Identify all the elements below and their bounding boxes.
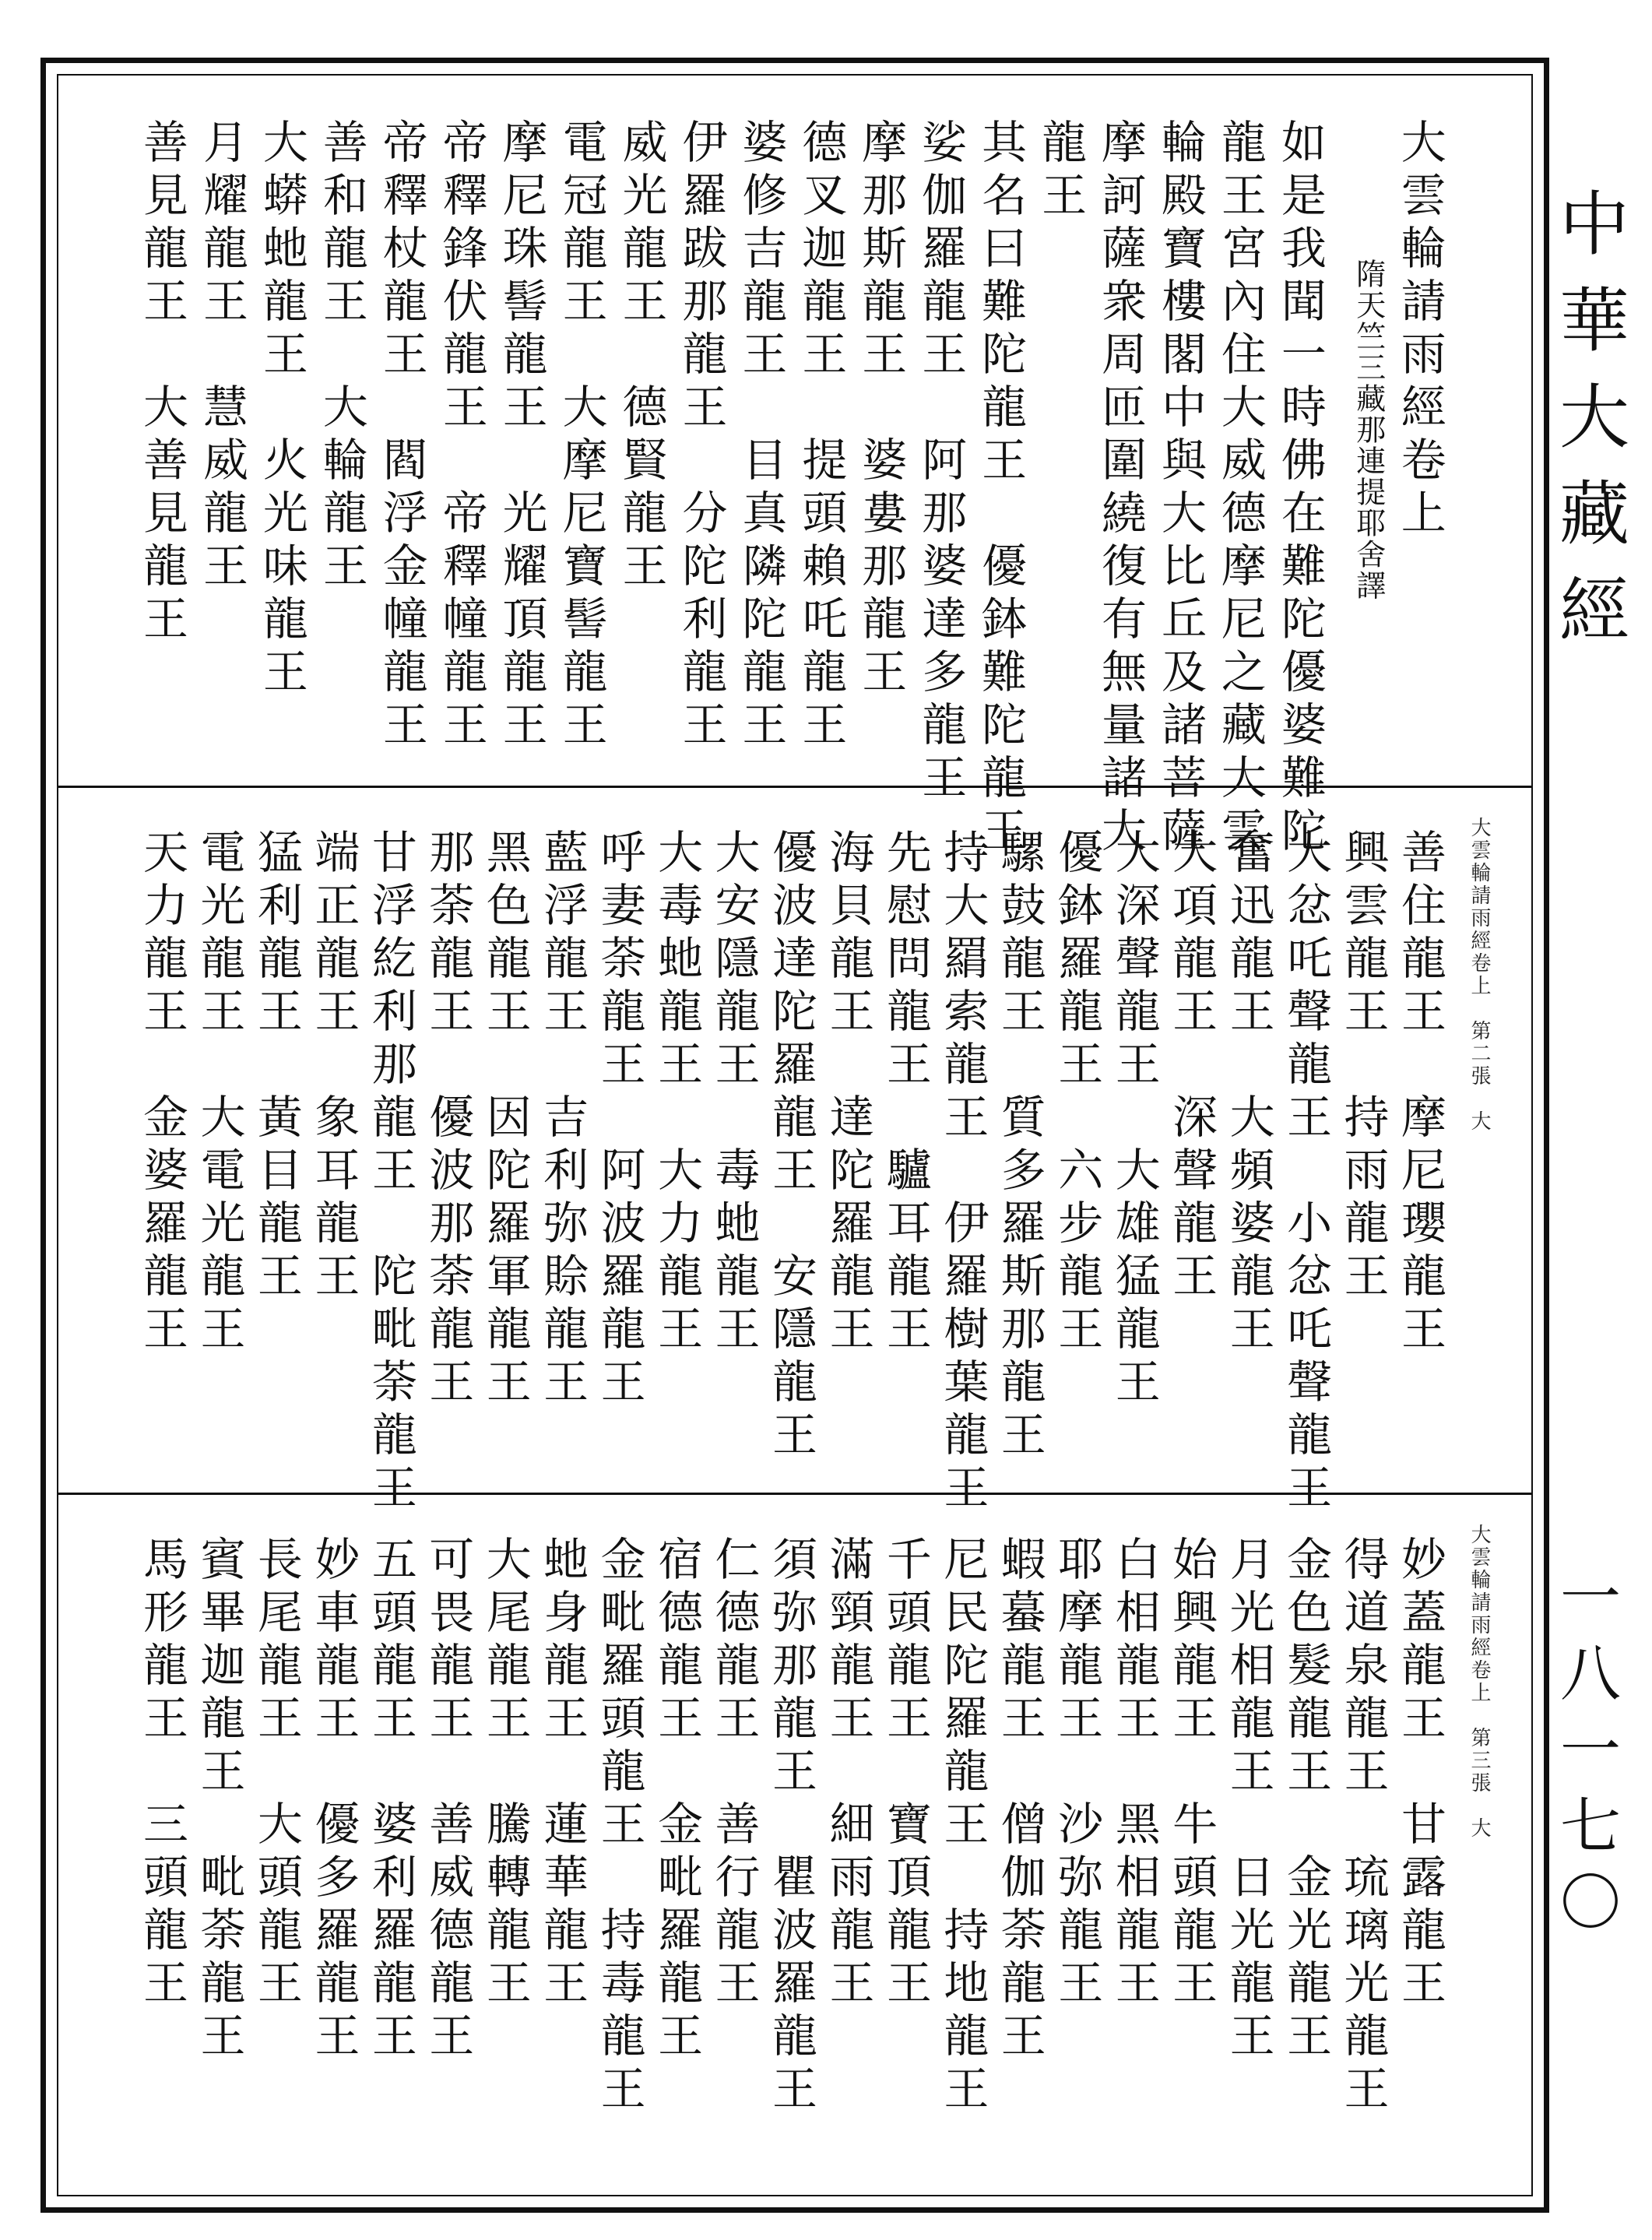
panel2-text-column: 黑色龍王 因陀羅軍龍王 (478, 828, 532, 1411)
panel2-text-column: 大安隱龍王 毒虵龍王 (707, 828, 761, 1358)
panel3-text-column: 五頭龍王 婆利羅龍王 (364, 1535, 417, 2065)
panel3-text-column: 虵身龍王 蓮華龍王 (536, 1535, 589, 2012)
panel3-text-column: 妙車龍王 優多羅龍王 (307, 1535, 360, 2065)
panel2-text-column: 持大羂索龍王 伊羅樹葉龍王 (936, 828, 989, 1517)
panel2-text-column: 善住龍王 摩尼瓔龍王 (1393, 828, 1446, 1358)
panel2-text-column: 端正龍王 象耳龍王 (307, 828, 360, 1305)
inner-border (57, 74, 1533, 2196)
panel3-text-column: 仁德龍王 善行龍王 (707, 1535, 761, 2012)
panel1-text-column: 伊羅跋那龍王 分陀利龍王 (674, 118, 728, 754)
panel3-text-column: 可畏龍王 善威德龍王 (421, 1535, 475, 2065)
panel2-text-column: 海貝龍王 達陀羅龍王 (821, 828, 875, 1358)
panel3-text-column: 妙蓋龍王 甘露龍王 (1393, 1535, 1446, 2012)
panel3-text-column: 滿頸龍王 細雨龍王 (821, 1535, 875, 2012)
panel1-text-column: 電冠龍王 大摩尼寶髻龍王 (554, 118, 608, 754)
panel1-text-column: 威光龍王 德賢龍王 (614, 118, 668, 595)
panel2-text-column: 大深聲龍王 大雄猛龍王 (1107, 828, 1161, 1411)
panel1-text-column: 德叉迦龍王 提頭賴吒龍王 (794, 118, 848, 754)
panel3-text-column: 耶摩龍王 沙弥龍王 (1050, 1535, 1104, 2012)
panel-2-margin-note: 大雲輪請雨經卷上 第二張 大 (1467, 817, 1491, 1133)
panel2-text-column: 猛利龍王 黃目龍王 (249, 828, 303, 1305)
panel1-text-column: 善見龍王 大善見龍王 (135, 118, 188, 648)
panel-3-margin-note: 大雲輪請雨經卷上 第三張 大 (1467, 1524, 1491, 1840)
panel2-text-column: 甘浮紇利那龍王 陀毗荼龍王 (364, 828, 417, 1517)
panel2-text-column: 電光龍王 大電光龍王 (192, 828, 246, 1358)
panel1-text-column: 婆修吉龍王 目真隣陀龍王 (734, 118, 788, 754)
panel1-text-column: 善和龍王 大輪龍王 (315, 118, 368, 595)
panel2-text-column: 大項龍王 深聲龍王 (1165, 828, 1218, 1305)
panel1-text-column: 大蟒虵龍王 火光味龍王 (255, 118, 308, 701)
panel1-text-column: 大雲輪請雨經卷上 (1393, 118, 1446, 542)
panel3-text-column: 尼民陀羅龍王 持地龍王 (936, 1535, 989, 2118)
panel2-text-column: 大忿吒聲龍王 小忿吒聲龍王 (1279, 828, 1333, 1517)
panel3-text-column: 賓畢迦龍王 毗荼龍王 (192, 1535, 246, 2065)
panel1-text-column: 隋天竺三藏那連提耶舍譯 (1351, 258, 1386, 601)
panel3-text-column: 大尾龍王 騰轉龍王 (478, 1535, 532, 2012)
panel2-text-column: 呼妻荼龍王 阿波羅龍王 (592, 828, 646, 1411)
collection-title: 中華大藏經 (1547, 187, 1629, 670)
panel1-text-column: 月耀龍王 慧威龍王 (195, 118, 248, 595)
panel2-text-column: 先慰問龍王 驢耳龍王 (878, 828, 932, 1358)
panel-3-columns (136, 1535, 1446, 2164)
panel1-text-column: 帝釋杖龍王 閻浮金幢龍王 (374, 118, 428, 754)
panel2-text-column: 騾鼓龍王 質多羅斯那龍王 (993, 828, 1046, 1464)
panel3-text-column: 馬形龍王 三頭龍王 (135, 1535, 188, 2012)
panel-2-columns (135, 828, 1446, 1517)
panel-3 (58, 1493, 1531, 2195)
panel2-text-column: 優波達陀羅龍王 安隱龍王 (764, 828, 817, 1464)
panel1-text-column: 龍王 (1034, 118, 1088, 224)
panel2-text-column: 優鉢羅龍王 六步龍王 (1050, 828, 1104, 1358)
panel3-text-column: 長尾龍王 大頭龍王 (249, 1535, 303, 2012)
panel-2 (58, 786, 1531, 1517)
panel2-text-column: 大毒虵龍王 大力龍王 (650, 828, 704, 1358)
panel3-text-column: 得道泉龍王 琉璃光龍王 (1336, 1535, 1390, 2118)
panel1-text-column: 其名曰難陀龍王 優鉢難陀龍王 (974, 118, 1028, 860)
panel-1 (58, 76, 1531, 860)
panel2-text-column: 藍浮龍王 吉利弥賒龍王 (536, 828, 589, 1411)
page-frame (40, 58, 1549, 2213)
panel3-text-column: 金毗羅頭龍王 持毒龍王 (592, 1535, 646, 2118)
panel3-text-column: 須弥那龍王 瞿波羅龍王 (764, 1535, 817, 2118)
page-number: 一八一七〇 (1550, 1565, 1620, 1946)
panel3-text-column: 月光相龍王 日光龍王 (1221, 1535, 1275, 2065)
panel1-text-column: 摩那斯龍王 婆婁那龍王 (854, 118, 908, 701)
panel3-text-column: 金色髮龍王 金光龍王 (1279, 1535, 1333, 2065)
panel1-text-column: 輪殿寶樓閣中與大比丘及諸菩薩 (1153, 118, 1207, 860)
panel3-text-column: 蝦蟇龍王 僧伽荼龍王 (993, 1535, 1046, 2065)
panel3-text-column: 始興龍王 牛頭龍王 (1165, 1535, 1218, 2012)
panel-1-columns (135, 118, 1446, 860)
panel1-text-column: 帝釋鋒伏龍王 帝釋幢龍王 (434, 118, 488, 754)
panel1-text-column: 摩訶薩衆周匝圍繞復有無量諸大 (1094, 118, 1147, 860)
panel2-text-column: 興雲龍王 持雨龍王 (1336, 828, 1390, 1305)
panel3-text-column: 宿德龍王 金毗羅龍王 (650, 1535, 704, 2065)
panel3-text-column: 千頭龍王 寶頂龍王 (878, 1535, 932, 2012)
panel3-text-column: 白相龍王 黑相龍王 (1107, 1535, 1161, 2012)
panel2-text-column: 天力龍王 金婆羅龍王 (135, 828, 188, 1358)
panel1-text-column: 如是我聞一時佛在難陀優婆難陀 (1273, 118, 1327, 860)
panel2-text-column: 奮迅龍王 大頻婆龍王 (1221, 828, 1275, 1358)
panel1-text-column: 娑伽羅龍王 阿那婆達多龍王 (914, 118, 968, 807)
panel2-text-column: 那荼龍王 優波那荼龍王 (421, 828, 475, 1411)
panel1-text-column: 龍王宮內住大威德摩尼之藏大雲 (1213, 118, 1267, 860)
panel1-text-column: 摩尼珠髻龍王 光耀頂龍王 (494, 118, 548, 754)
